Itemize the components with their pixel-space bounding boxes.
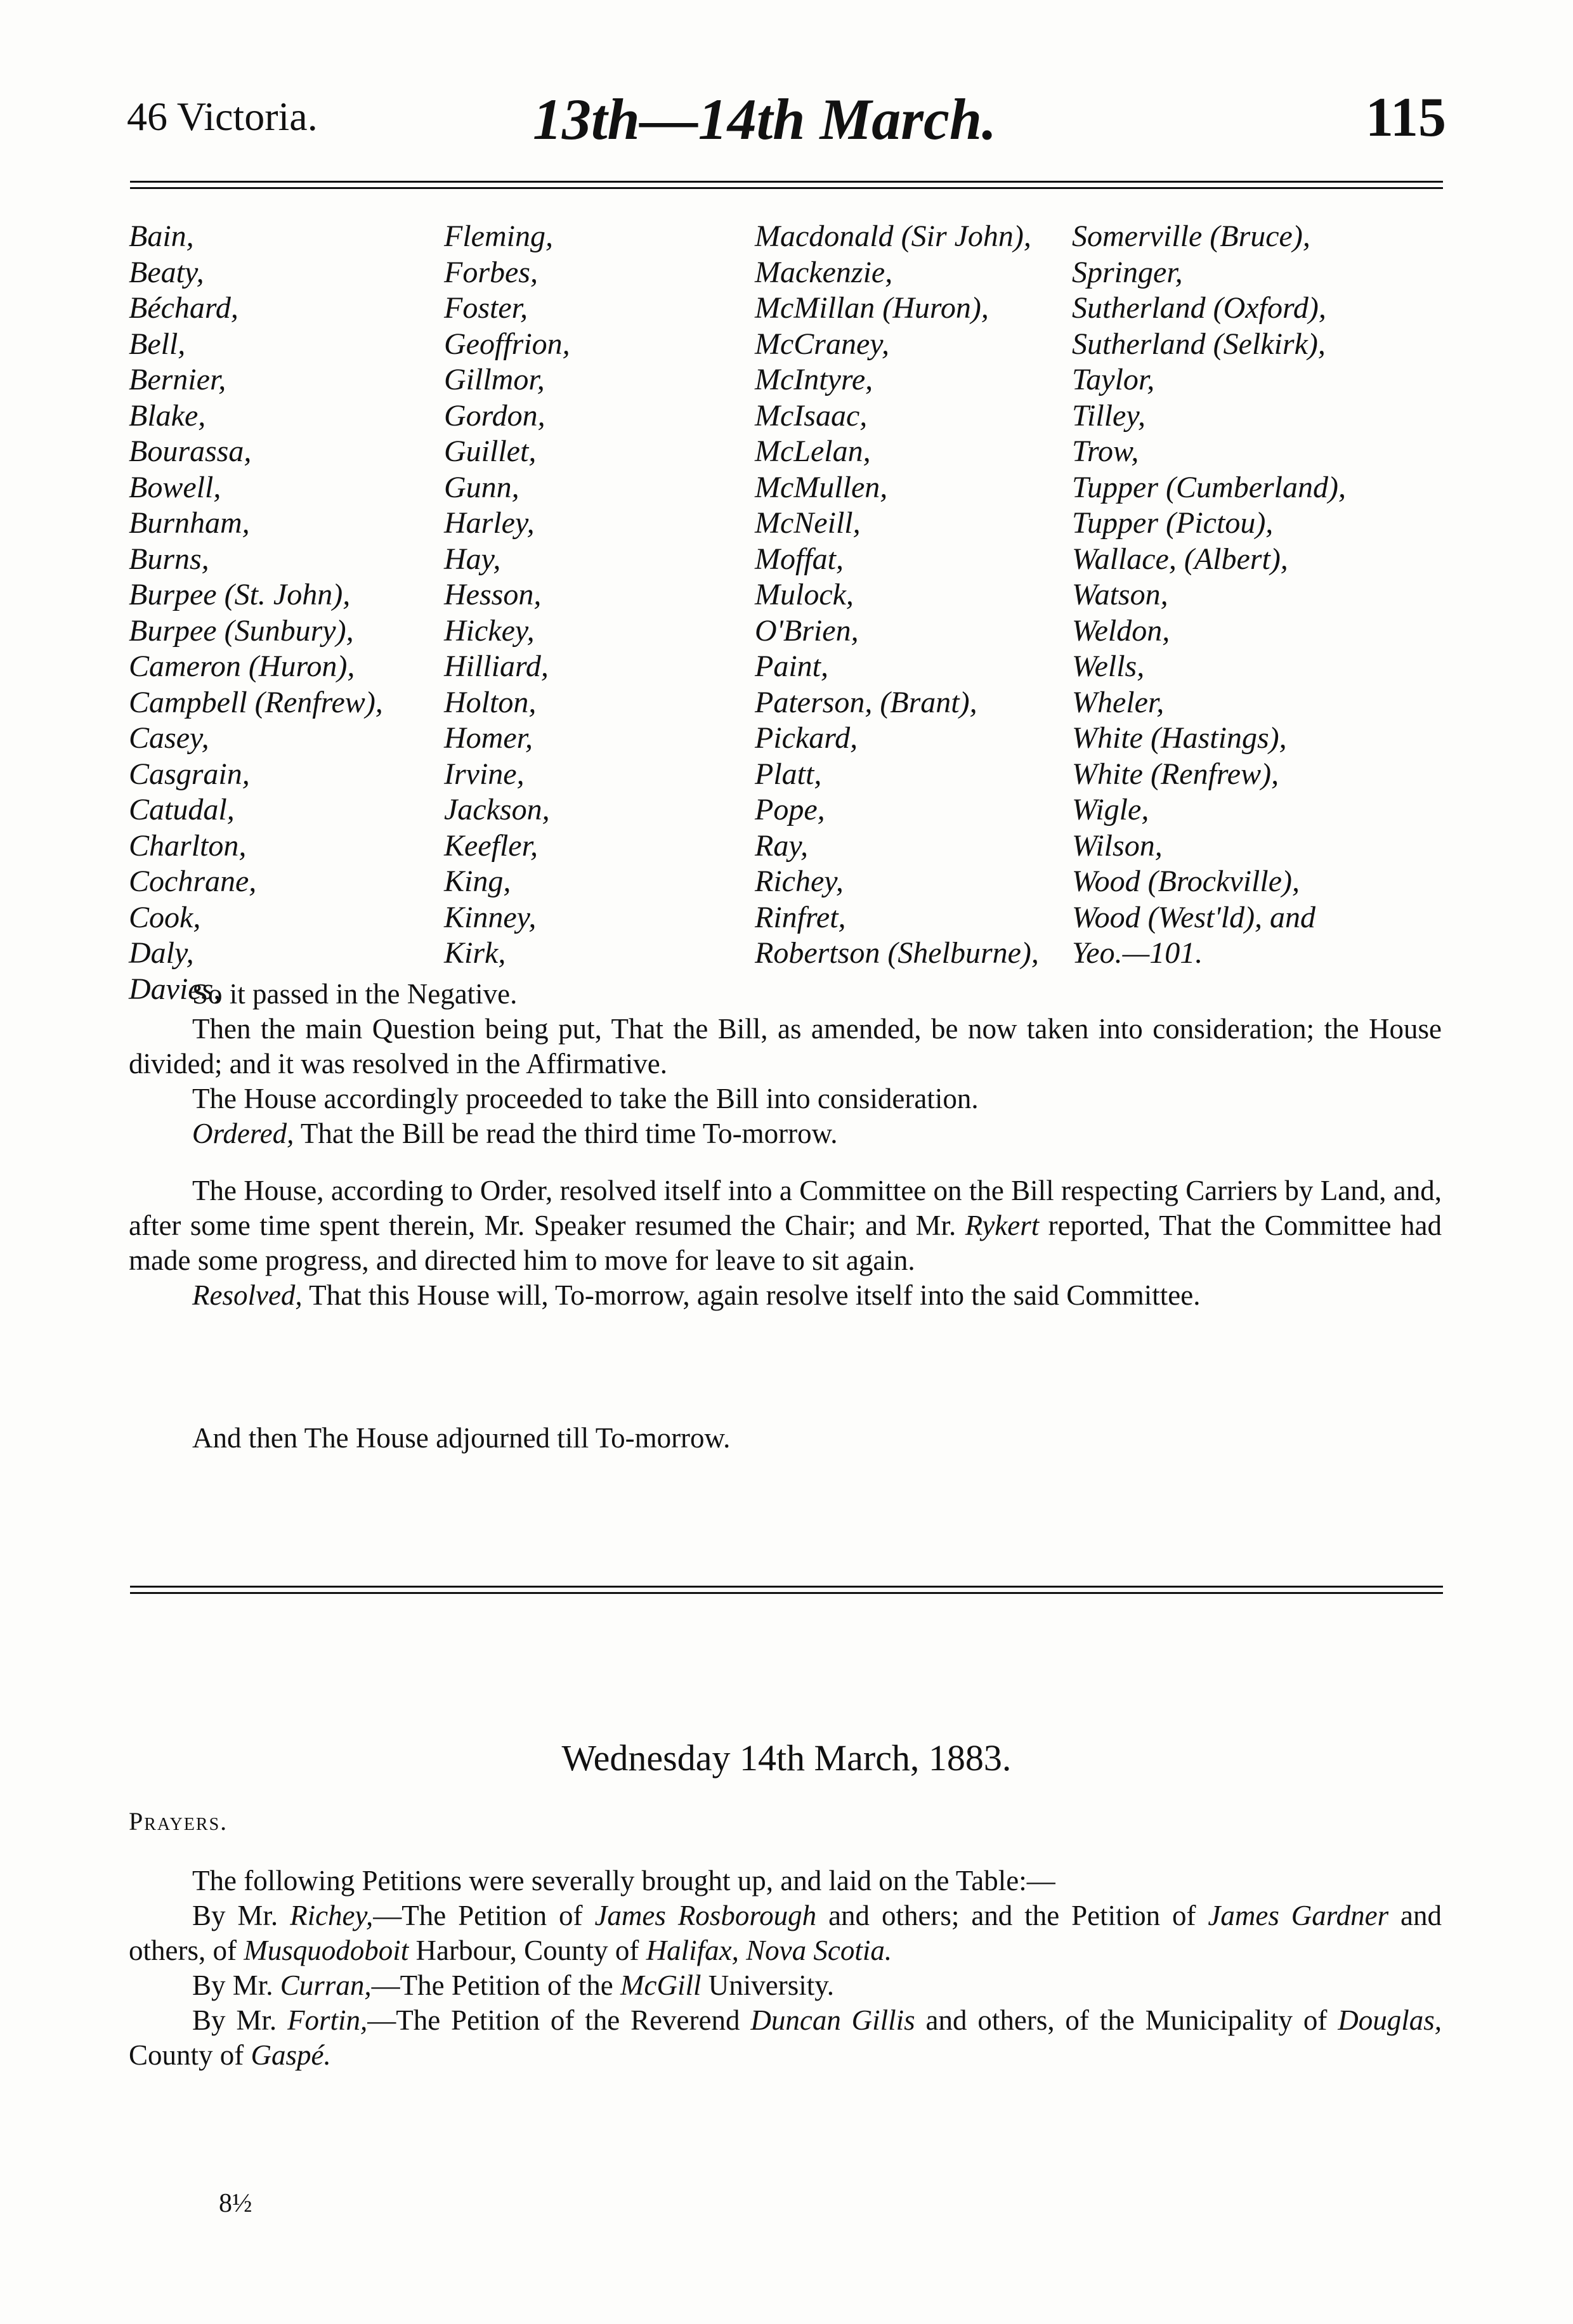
member-name: Sutherland (Selkirk), xyxy=(1072,327,1326,361)
section-double-rule xyxy=(130,1586,1443,1598)
member-name: Burpee (St. John), xyxy=(129,578,351,611)
member-name: Gillmor, xyxy=(444,363,545,396)
member-name: Campbell (Renfrew), xyxy=(129,685,383,719)
member-name: Tilley, xyxy=(1072,398,1146,433)
member-name: King, xyxy=(444,865,511,898)
member-name: McLelan, xyxy=(755,434,871,468)
page-number: 115 xyxy=(1365,87,1446,148)
member-name: Foster, xyxy=(444,291,528,325)
paragraph: And then The House adjourned till To-morrow. xyxy=(192,1422,731,1454)
header-double-rule xyxy=(130,181,1443,193)
member-name: Keefler, xyxy=(444,828,538,863)
member-name: Forbes, xyxy=(444,255,538,289)
member-name: Guillet, xyxy=(444,434,537,468)
committee-section xyxy=(129,1173,1442,1313)
member-name: Blake, xyxy=(129,398,206,433)
member-name: Cochrane, xyxy=(129,865,257,898)
member-name: Hilliard, xyxy=(444,650,549,683)
paragraph: The House, according to Order, resolved itself into a Committee on the Bill respecting Carriers by Land, and, after some time spent therein, Mr. Speaker resumed the Chair; and Mr. Rykert reported, That the Committee had made some progress, and directed him to move for leave to sit again. xyxy=(129,1175,1442,1276)
member-name: Homer, xyxy=(444,721,533,755)
member-name: Mulock, xyxy=(755,578,854,611)
names-column-2 xyxy=(444,219,570,972)
member-name: Casgrain, xyxy=(129,757,250,791)
member-name: Cameron (Huron), xyxy=(129,650,355,683)
member-name: McCraney, xyxy=(755,327,889,361)
member-name: Cook, xyxy=(129,900,201,934)
member-name: Gunn, xyxy=(444,470,519,504)
member-name: White (Hastings), xyxy=(1072,721,1287,755)
member-name: Wood (West'ld), and xyxy=(1072,900,1316,934)
member-name: Wells, xyxy=(1072,650,1145,683)
member-name: Pickard, xyxy=(755,721,858,755)
member-name: Burns, xyxy=(129,542,209,576)
member-name: Gordon, xyxy=(444,398,545,433)
member-name: O'Brien, xyxy=(755,613,859,648)
member-name: McNeill, xyxy=(755,506,861,540)
member-name: Richey, xyxy=(755,865,844,898)
member-name: Bourassa, xyxy=(129,434,252,468)
paragraph: Resolved, That this House will, To-morrow, again resolve itself into the said Committee. xyxy=(192,1279,1201,1311)
paragraph: By Mr. Curran,—The Petition of the McGill University. xyxy=(192,1969,835,2001)
paragraph: The following Petitions were severally brought up, and laid on the Table:— xyxy=(192,1865,1055,1896)
member-name: Paterson, (Brant), xyxy=(755,685,977,719)
petitions-section xyxy=(129,1864,1442,2073)
vote-result-section xyxy=(129,977,1442,1151)
paragraph: By Mr. Fortin,—The Petition of the Reverend Duncan Gillis and others, of the Municipality of Douglas, County of Gaspé. xyxy=(129,2004,1442,2071)
member-name: Springer, xyxy=(1072,255,1183,289)
member-name: Taylor, xyxy=(1072,363,1155,396)
member-name: Somerville (Bruce), xyxy=(1072,219,1310,253)
prayers-label: Prayers. xyxy=(129,1807,228,1836)
member-name: Holton, xyxy=(444,685,537,719)
member-name: Casey, xyxy=(129,721,209,755)
member-name: McMillan (Huron), xyxy=(755,291,989,325)
member-name: Macdonald (Sir John), xyxy=(755,219,1031,253)
page-header xyxy=(127,86,1446,155)
member-name: Mackenzie, xyxy=(755,255,893,289)
names-column-4 xyxy=(1072,219,1346,972)
member-name: McMullen, xyxy=(755,470,888,504)
member-name: Hesson, xyxy=(444,578,542,611)
member-name: McIntyre, xyxy=(755,363,873,396)
member-name: Tupper (Pictou), xyxy=(1072,506,1274,540)
member-name: Daly, xyxy=(129,936,194,970)
member-name: Wilson, xyxy=(1072,828,1163,863)
member-name: White (Renfrew), xyxy=(1072,757,1279,791)
member-name: Burpee (Sunbury), xyxy=(129,613,354,648)
member-name: Wallace, (Albert), xyxy=(1072,542,1288,576)
member-name: Moffat, xyxy=(755,542,844,576)
member-name: Hay, xyxy=(444,542,501,576)
member-name: Béchard, xyxy=(129,291,238,325)
member-name: Tupper (Cumberland), xyxy=(1072,470,1346,504)
names-column-3 xyxy=(755,219,1039,972)
member-name: Pope, xyxy=(755,793,825,826)
member-name: Irvine, xyxy=(444,757,525,791)
member-name: Kirk, xyxy=(444,936,506,970)
member-name: Bain, xyxy=(129,219,194,253)
member-name: Geoffrion, xyxy=(444,327,570,361)
member-name: Fleming, xyxy=(444,219,553,253)
member-name: Trow, xyxy=(1072,434,1139,468)
member-name: Sutherland (Oxford), xyxy=(1072,291,1326,325)
paragraph: The House accordingly proceeded to take the Bill into consideration. xyxy=(192,1083,979,1114)
member-name: Bell, xyxy=(129,327,186,361)
member-name: Rinfret, xyxy=(755,900,846,934)
session-label: 46 Victoria. xyxy=(127,94,318,139)
member-name: Paint, xyxy=(755,650,828,683)
member-name: Yeo.—101. xyxy=(1072,936,1203,970)
paragraph: So it passed in the Negative. xyxy=(192,978,518,1010)
member-name: McIsaac, xyxy=(755,398,868,433)
member-name: Hickey, xyxy=(444,613,535,648)
day-heading: Wednesday 14th March, 1883. xyxy=(561,1737,1012,1779)
member-name: Jackson, xyxy=(444,793,550,826)
paragraph: Then the main Question being put, That the Bill, as amended, be now taken into consideration; the House divided; and it was resolved in the Affirmative. xyxy=(129,1013,1442,1080)
member-name: Bernier, xyxy=(129,363,226,396)
member-name: Robertson (Shelburne), xyxy=(755,936,1039,970)
signature-mark: 8½ xyxy=(219,2189,252,2218)
member-name: Beaty, xyxy=(129,255,204,289)
member-name: Wood (Brockville), xyxy=(1072,865,1300,898)
adjournment-section xyxy=(129,1421,1442,1456)
member-name: Ray, xyxy=(755,828,808,863)
page-date-range: 13th—14th March. xyxy=(533,87,997,152)
member-name: Harley, xyxy=(444,506,535,540)
member-name: Wigle, xyxy=(1072,793,1149,826)
names-column-1 xyxy=(129,219,383,1007)
member-name: Burnham, xyxy=(129,506,250,540)
member-name: Watson, xyxy=(1072,578,1168,611)
member-name: Bowell, xyxy=(129,470,221,504)
member-name: Kinney, xyxy=(444,900,537,934)
member-name: Charlton, xyxy=(129,828,247,863)
member-name: Davies, xyxy=(129,972,221,1006)
member-name: Wheler, xyxy=(1072,685,1165,719)
member-name: Weldon, xyxy=(1072,613,1170,648)
member-name: Catudal, xyxy=(129,793,235,826)
member-name: Platt, xyxy=(755,757,822,791)
paragraph: Ordered, That the Bill be read the third time To-morrow. xyxy=(192,1118,838,1149)
paragraph: By Mr. Richey,—The Petition of James Rosborough and others; and the Petition of James Gardner and others, of Musquodoboit Harbour, County of Halifax, Nova Scotia. xyxy=(129,1900,1442,1966)
